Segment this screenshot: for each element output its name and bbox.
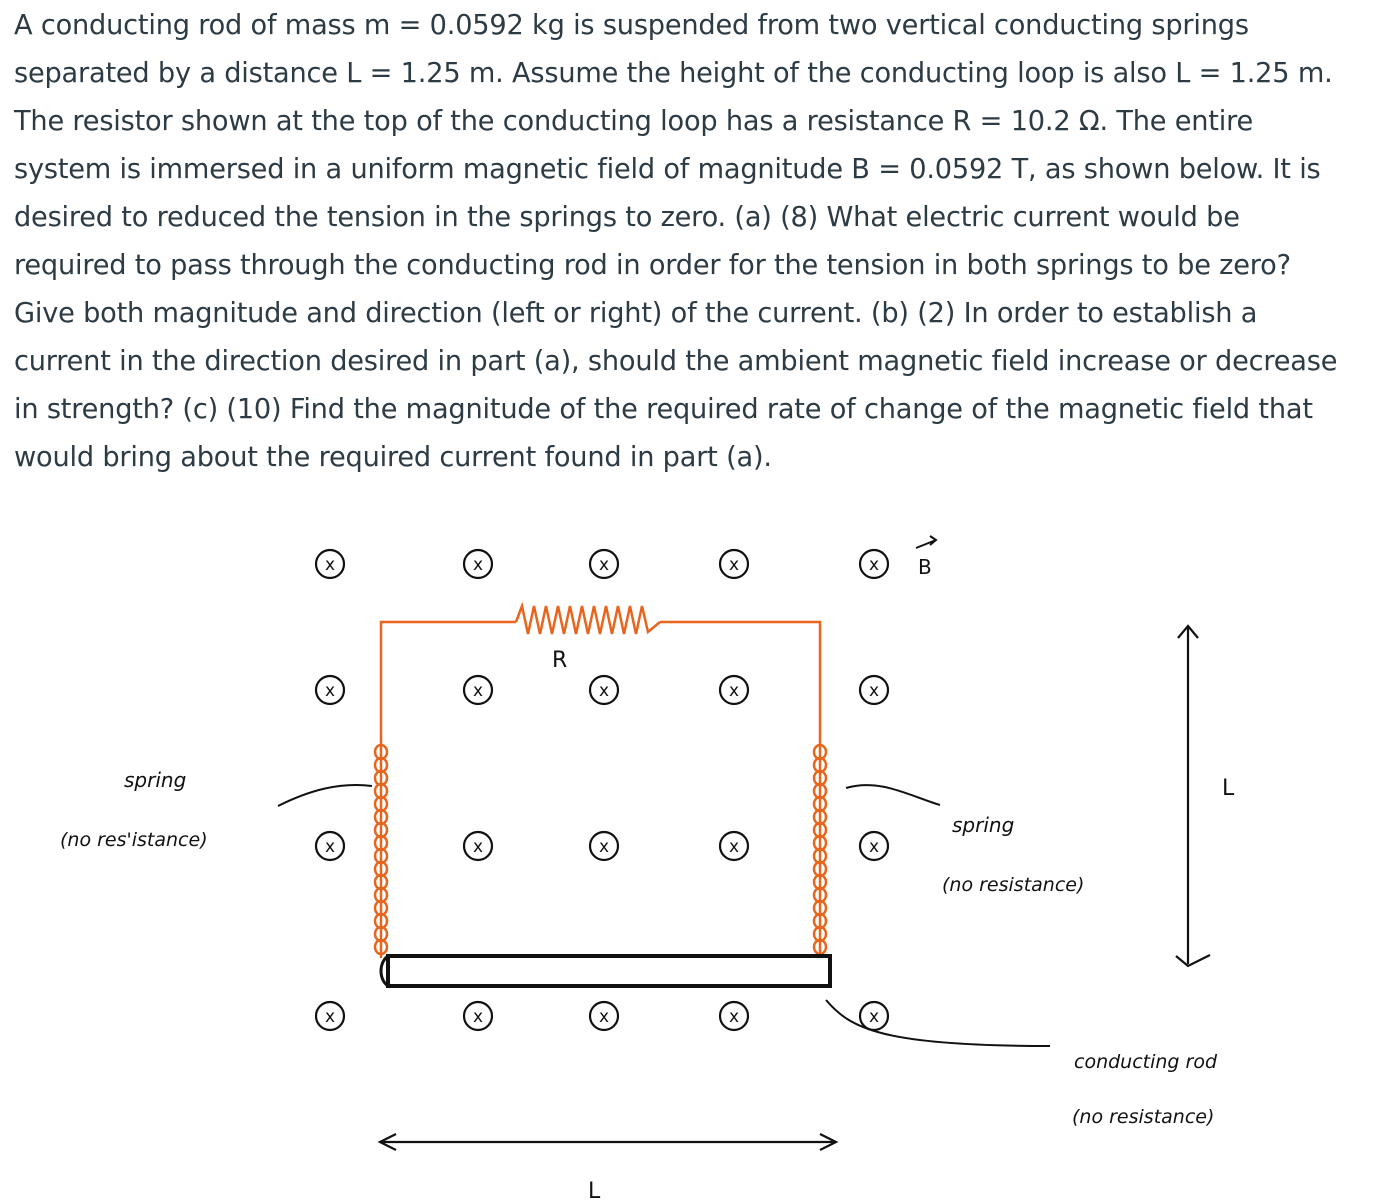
svg-text:x: x xyxy=(324,681,336,701)
left-top-wire xyxy=(381,622,516,958)
svg-text:x: x xyxy=(728,555,740,575)
svg-text:x: x xyxy=(472,837,484,857)
field-into-page-icon xyxy=(590,1002,618,1030)
svg-text:x: x xyxy=(598,1007,610,1027)
field-into-page-icon xyxy=(590,676,618,704)
field-into-page-icon xyxy=(316,832,344,860)
problem-line: The resistor shown at the top of the conducting loop has a resistance R = 10.2 Ω. The entire xyxy=(14,106,1254,137)
svg-text:x: x xyxy=(728,681,740,701)
svg-text:x: x xyxy=(728,837,740,857)
width-label: L xyxy=(588,1179,601,1204)
svg-text:x: x xyxy=(324,555,336,575)
field-into-page-icon xyxy=(720,550,748,578)
height-dimension-arrow xyxy=(1176,626,1210,966)
field-into-page-icon xyxy=(720,1002,748,1030)
resistor-zigzag xyxy=(516,606,660,634)
svg-text:x: x xyxy=(324,1007,336,1027)
right-spring-label: spring xyxy=(952,813,1015,837)
right-spring-pointer xyxy=(846,785,940,805)
problem-line: in strength? (c) (10) Find the magnitude of the required rate of change of the magnetic field that xyxy=(14,394,1313,425)
field-into-page-icon xyxy=(590,832,618,860)
field-into-page-icon xyxy=(720,676,748,704)
field-into-page-icon xyxy=(860,1002,888,1030)
svg-text:x: x xyxy=(868,555,880,575)
problem-line: system is immersed in a uniform magnetic field of magnitude B = 0.0592 T, as shown below. It is xyxy=(14,154,1321,185)
field-into-page-icon xyxy=(860,676,888,704)
svg-text:x: x xyxy=(324,837,336,857)
svg-text:x: x xyxy=(868,837,880,857)
field-vector-arrow-icon xyxy=(916,536,936,548)
problem-line: Give both magnitude and direction (left or right) of the current. (b) (2) In order to establish a xyxy=(14,298,1258,329)
svg-text:x: x xyxy=(472,681,484,701)
field-into-page-icon xyxy=(316,676,344,704)
field-into-page-icon xyxy=(464,550,492,578)
problem-line: would bring about the required current found in part (a). xyxy=(14,442,772,473)
svg-text:x: x xyxy=(868,1007,880,1027)
svg-text:x: x xyxy=(598,837,610,857)
right-spring-note: (no resistance) xyxy=(942,874,1085,896)
svg-text:x: x xyxy=(472,555,484,575)
left-spring-pointer xyxy=(278,785,372,806)
problem-line: current in the direction desired in part (a), should the ambient magnetic field increase or decrease xyxy=(14,346,1338,377)
width-dimension-arrow xyxy=(380,1134,836,1150)
rod-pointer xyxy=(826,1000,1050,1046)
svg-text:x: x xyxy=(598,555,610,575)
field-into-page-icon xyxy=(464,832,492,860)
field-into-page-icon xyxy=(720,832,748,860)
field-into-page-icon xyxy=(860,832,888,860)
loop-wire xyxy=(381,606,820,958)
resistor-label: R xyxy=(552,648,568,673)
svg-text:x: x xyxy=(472,1007,484,1027)
field-into-page-icon xyxy=(590,550,618,578)
svg-text:x: x xyxy=(868,681,880,701)
field-into-page-icon xyxy=(464,676,492,704)
conducting-rod xyxy=(388,956,830,986)
svg-text:x: x xyxy=(598,681,610,701)
left-spring-label: spring xyxy=(124,768,187,792)
rod-note: (no resistance) xyxy=(1072,1106,1215,1128)
field-into-page-icon xyxy=(316,1002,344,1030)
height-label: L xyxy=(1222,776,1235,801)
field-label: B xyxy=(918,555,932,579)
problem-line: A conducting rod of mass m = 0.0592 kg is suspended from two vertical conducting springs xyxy=(14,10,1249,41)
left-spring-note: (no res'istance) xyxy=(60,829,208,851)
right-top-wire xyxy=(660,622,820,958)
rod-label: conducting rod xyxy=(1074,1051,1218,1073)
field-into-page-icon xyxy=(464,1002,492,1030)
svg-text:x: x xyxy=(728,1007,740,1027)
problem-line: required to pass through the conducting rod in order for the tension in both springs to be zero? xyxy=(14,250,1291,281)
problem-line: desired to reduced the tension in the springs to zero. (a) (8) What electric current would be xyxy=(14,202,1240,233)
field-into-page-icon xyxy=(860,550,888,578)
problem-line: separated by a distance L = 1.25 m. Assume the height of the conducting loop is also L = 1.25 m. xyxy=(14,58,1333,89)
field-into-page-icon xyxy=(316,550,344,578)
